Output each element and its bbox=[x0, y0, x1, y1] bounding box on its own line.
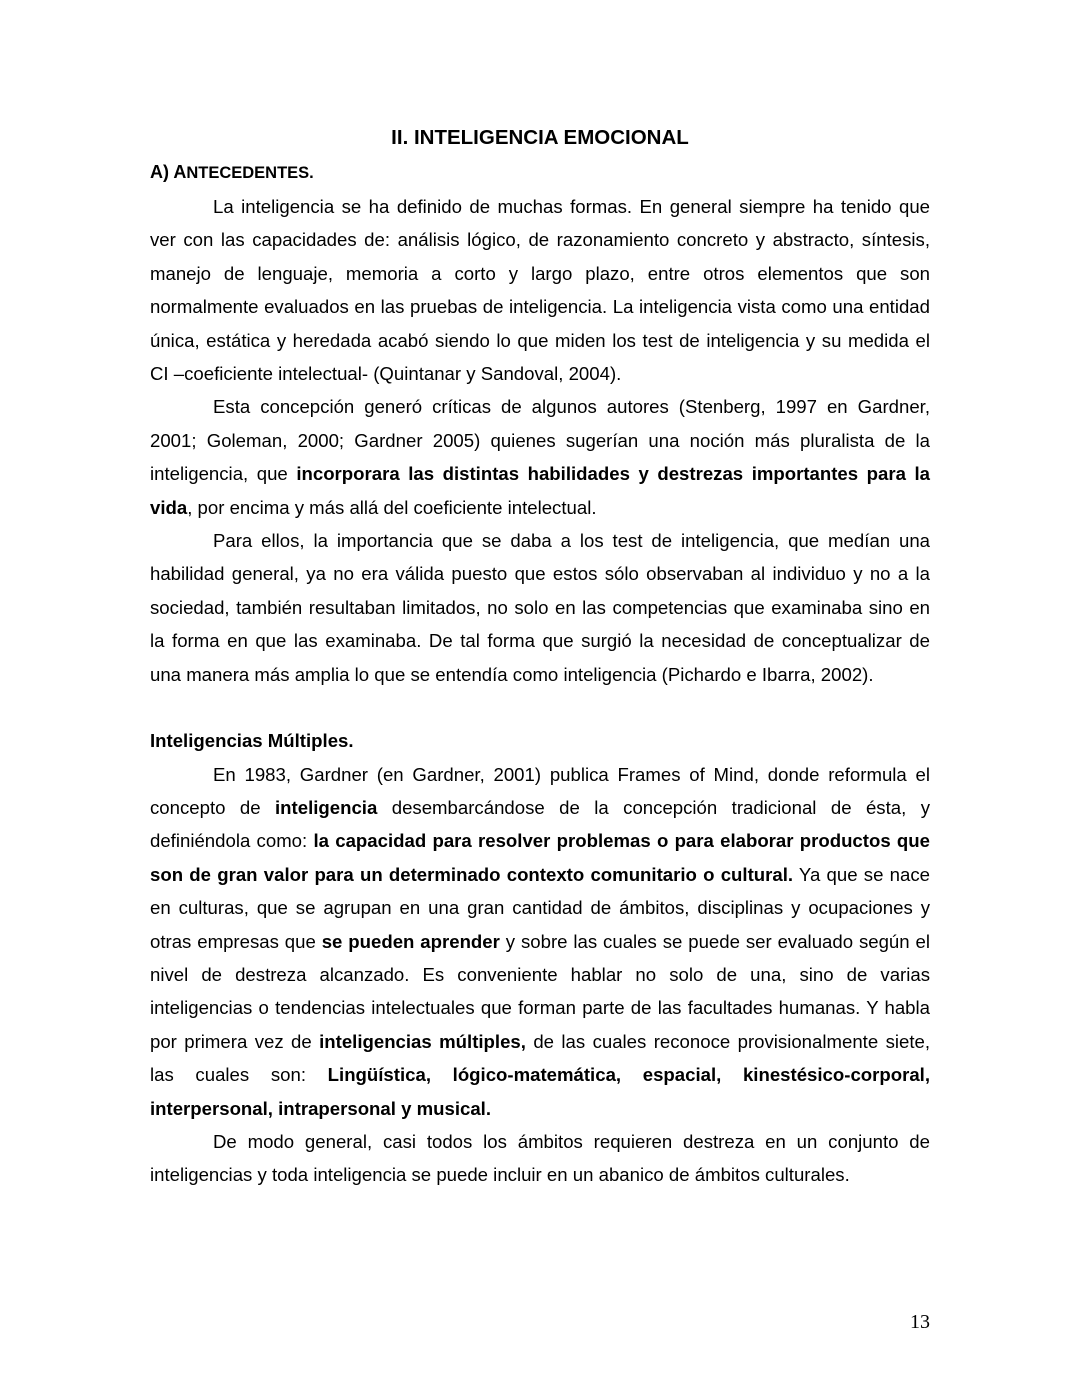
paragraph-4-text-a: En 1983, Gardner (en Gardner, 2001) publica Frames of Mind, donde reformula el concepto de bbox=[150, 763, 930, 818]
paragraph-4-text-e: Ya que se nace en culturas, que se agrupan en una gran cantidad de ámbitos, disciplinas y ocupaciones y otras empresas que bbox=[150, 863, 930, 952]
page-title: II. INTELIGENCIA EMOCIONAL bbox=[391, 126, 689, 149]
subheading-inteligencias-multiples: Inteligencias Múltiples. bbox=[150, 730, 354, 752]
section-heading-antecedentes bbox=[150, 156, 930, 190]
paragraph-4-bold-f: se pueden aprender bbox=[321, 930, 500, 952]
document-body bbox=[150, 120, 930, 1192]
paragraph-4-bold-h: inteligencias múltiples, bbox=[319, 1030, 526, 1052]
paragraph-4 bbox=[150, 758, 930, 1125]
section-heading-rest: NTECEDENTES. bbox=[186, 164, 314, 182]
page-number: 13 bbox=[910, 1311, 930, 1333]
paragraph-4-text-i: de las cuales reconoce provisionalmente siete, las cuales son: bbox=[150, 1030, 931, 1086]
paragraph-1: La inteligencia se ha definido de muchas formas. En general siempre ha tenido que ver con las capacidades de: análisis lógico, de razonamiento concreto y abstracto, síntesis, manejo de lenguaje, memoria a corto y largo plazo, entre otros elementos que son normalmente evaluados en las pruebas de inteligencia. La inteligencia vista como una entidad única, estática y heredada acabó siendo lo que miden los test de inteligencia y su medida el CI –coeficiente intelectual- (Quintanar y Sandoval, 2004). bbox=[150, 196, 930, 385]
paragraph-2 bbox=[150, 390, 930, 524]
paragraph-4-bold-d: la capacidad para resolver problemas o para elaborar productos que son de gran valor para un determinado contexto comunitario o cultural. bbox=[150, 830, 930, 885]
section-heading-prefix: A) A bbox=[150, 162, 187, 182]
paragraph-4-bold-b: inteligencia bbox=[275, 796, 378, 818]
paragraph-5: De modo general, casi todos los ámbitos requieren destreza en un conjunto de inteligencias y toda inteligencia se puede incluir en un abanico de ámbitos culturales. bbox=[150, 1130, 930, 1186]
paragraph-4-text-c: desembarcándose de la concepción tradicional de ésta, y definiéndola como: bbox=[150, 796, 930, 852]
paragraph-3: Para ellos, la importancia que se daba a los test de inteligencia, que medían una habilidad general, ya no era válida puesto que estos sólo observaban al individuo y no a la sociedad, también resultaban limitados, no solo en las competencias que examinaba sino en la forma en que las examinaba. De tal forma que surgió la necesidad de conceptualizar de una manera más amplia lo que se entendía como inteligencia (Pichardo e Ibarra, 2002). bbox=[150, 530, 930, 685]
paragraph-2-text-a: Esta concepción generó críticas de algunos autores (Stenberg, 1997 en Gardner, 2001; Goleman, 2000; Gardner 2005) quienes sugerían una noción más pluralista de la inteligencia, que bbox=[150, 396, 930, 485]
paragraph-4-bold-j: Lingüística, lógico-matemática, espacial, kinestésico-corporal, interpersonal, intrapersonal y musical. bbox=[150, 1064, 930, 1119]
paragraph-2-text-c: , por encima y más allá del coeficiente intelectual. bbox=[187, 496, 597, 518]
paragraph-2-bold: incorporara las distintas habilidades y destrezas importantes para la vida bbox=[150, 463, 930, 518]
paragraph-4-text-g: y sobre las cuales se puede ser evaluado según el nivel de destreza alcanzado. Es conveniente hablar no solo de una, sino de varias inteligencias o tendencias intelectuales que forman parte de las facultades humanas. Y habla por primera vez de bbox=[150, 930, 930, 1052]
